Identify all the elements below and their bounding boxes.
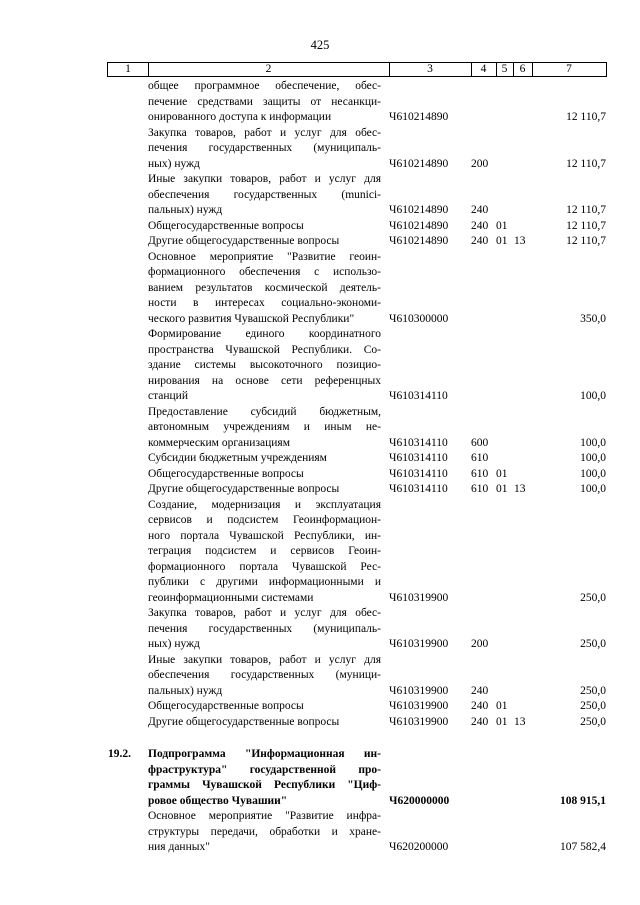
target-article-code: Ч610319900	[389, 591, 449, 604]
table-row	[0, 172, 640, 219]
row-name	[148, 79, 381, 126]
amount: 250,0	[580, 700, 606, 712]
table-row	[0, 250, 640, 328]
table-row	[0, 482, 640, 498]
expense-type-code: 610	[471, 452, 489, 464]
header-col-3: 3	[389, 63, 472, 76]
row-name	[148, 498, 381, 607]
row-name-line: Создание, модернизация и эксплуатация	[148, 498, 381, 511]
row-name-line: печения государственных (муниципаль-	[148, 142, 381, 154]
row-name-line: ческого развития Чувашской Республики"	[148, 312, 355, 325]
row-name-line: Другие общегосударственные вопросы	[148, 715, 340, 728]
header-col-7: 7	[566, 63, 572, 75]
target-article-code: Ч620000000	[389, 794, 450, 807]
row-name-line: коммерческим организациям	[148, 436, 290, 449]
amount: 100,0	[580, 452, 606, 464]
amount: 12 110,7	[566, 235, 606, 247]
row-name-line: печение средствами защиты от несанкци-	[148, 95, 381, 108]
target-article-code: Ч610314110	[389, 483, 448, 495]
target-article-code: Ч610300000	[389, 312, 449, 325]
section-code: 01	[496, 467, 508, 480]
row-name	[148, 809, 381, 856]
row-name-line: формационного обеспечения с использо-	[148, 266, 381, 278]
header-col-6: 6	[513, 63, 533, 76]
header-col-1: 1	[108, 63, 149, 76]
table-row	[0, 126, 640, 173]
row-name-line: структуры передачи, обработки и хране-	[148, 825, 381, 838]
row-name-line: Общегосударственные вопросы	[148, 700, 304, 712]
target-article-code: Ч610319900	[389, 715, 449, 728]
amount: 100,0	[580, 390, 606, 402]
table-row	[0, 747, 640, 809]
row-name-line: сервисов и подсистем Геоинформацион-	[148, 514, 381, 526]
row-name-line: Основное мероприятие "Развитие инфра-	[148, 810, 381, 822]
amount: 250,0	[580, 684, 606, 697]
amount: 250,0	[580, 638, 606, 650]
row-name-line: автономным учреждениям и иным не-	[148, 421, 381, 433]
row-name-line: Субсидии бюджетным учреждениям	[148, 452, 327, 464]
amount: 250,0	[580, 591, 606, 604]
section-code: 01	[496, 235, 508, 247]
subsection-code: 13	[514, 483, 526, 495]
row-name	[148, 234, 381, 250]
expense-type-code: 600	[471, 436, 489, 449]
target-article-code: Ч610319900	[389, 700, 449, 712]
amount: 250,0	[580, 715, 606, 728]
amount: 12 110,7	[566, 157, 606, 170]
row-name-line: обеспечения государственных (муници-	[148, 669, 381, 681]
target-article-code: Ч620200000	[389, 841, 449, 853]
amount: 100,0	[580, 483, 606, 495]
row-name-line: формационного портала Чувашской Рес-	[148, 560, 381, 573]
expense-type-code: 240	[471, 235, 489, 247]
row-name-line: станций	[148, 390, 188, 402]
row-name-line: Иные закупки товаров, работ и услуг для	[148, 653, 381, 666]
row-name-line: общее программное обеспечение, обес-	[148, 80, 381, 92]
table-row	[0, 234, 640, 250]
header-col-4: 4	[471, 63, 497, 76]
table-row	[0, 79, 640, 126]
table-header	[107, 62, 607, 77]
table-row	[0, 405, 640, 452]
table-row	[0, 653, 640, 700]
target-article-code: Ч610319900	[389, 684, 449, 697]
header-col-2: 2	[148, 63, 390, 76]
row-name-line: пальных) нужд	[148, 204, 223, 216]
row-name-line: ного портала Чувашской Республики, ин-	[148, 529, 381, 542]
row-name-line: Закупка товаров, работ и услуг для обес-	[148, 607, 381, 619]
page-number: 425	[310, 38, 330, 52]
row-number: 19.2.	[108, 748, 131, 760]
row-name-line: Другие общегосударственные вопросы	[148, 235, 340, 247]
amount: 12 110,7	[566, 219, 606, 232]
row-name-line: Другие общегосударственные вопросы	[148, 483, 340, 495]
table-row	[0, 219, 640, 235]
row-name	[148, 699, 381, 715]
row-name-line: Подпрограмма "Информационная ин-	[148, 748, 381, 760]
expense-type-code: 240	[471, 700, 489, 712]
row-name-line: геоинформационными системами	[148, 591, 314, 604]
row-name-line: Общегосударственные вопросы	[148, 219, 304, 232]
row-name	[148, 606, 381, 653]
expense-type-code: 610	[471, 467, 489, 480]
row-name	[148, 405, 381, 452]
row-name-line: пространства Чувашской Республики. Со-	[148, 343, 381, 356]
row-name-line: Основное мероприятие "Развитие геоин-	[148, 250, 381, 263]
amount: 12 110,7	[566, 204, 606, 216]
amount: 108 915,1	[560, 794, 606, 807]
target-article-code: Ч610214890	[389, 204, 449, 216]
expense-type-code: 200	[471, 157, 489, 170]
target-article-code: Ч610214890	[389, 219, 449, 232]
amount: 107 582,4	[560, 841, 606, 853]
row-name-line: Предоставление субсидий бюджетным,	[148, 405, 381, 418]
row-name	[148, 327, 381, 405]
row-name-line: ванием результатов космической деятель-	[148, 281, 381, 294]
amount: 100,0	[580, 436, 606, 449]
row-name-line: Формирование единого координатного	[148, 328, 381, 340]
target-article-code: Ч610314110	[389, 467, 448, 480]
table-row	[0, 467, 640, 483]
row-name	[148, 172, 381, 219]
row-name-line: граммы Чувашской Республики "Циф-	[148, 779, 381, 791]
row-name-line: ности в интересах социально-экономи-	[148, 297, 381, 309]
amount: 100,0	[580, 467, 606, 480]
amount: 350,0	[580, 312, 606, 325]
row-name	[148, 250, 381, 328]
amount: 12 110,7	[566, 111, 606, 123]
row-name-line: теграция подсистем и сервисов Геоин-	[148, 545, 381, 557]
target-article-code: Ч610314110	[389, 390, 448, 402]
row-name-line: ных) нужд	[148, 157, 200, 170]
table-row	[0, 327, 640, 405]
target-article-code: Ч610214890	[389, 157, 449, 170]
section-code: 01	[496, 483, 508, 495]
row-name	[148, 715, 381, 731]
target-article-code: Ч610319900	[389, 638, 449, 650]
row-name-line: пальных) нужд	[148, 684, 223, 697]
row-name	[148, 126, 381, 173]
row-name-line: ровое общество Чувашии"	[148, 794, 288, 807]
section-code: 01	[496, 219, 508, 232]
subsection-code: 13	[514, 715, 526, 728]
table-row	[0, 498, 640, 607]
target-article-code: Ч610214890	[389, 111, 449, 123]
table-row	[0, 715, 640, 731]
row-name-line: обеспечения государственных (munici-	[148, 188, 381, 201]
table-row	[0, 451, 640, 467]
row-name-line: нирования на основе сети референцных	[148, 374, 381, 387]
row-name-line: публики с другими информационными и	[148, 576, 381, 588]
row-name	[148, 653, 381, 700]
row-name	[148, 451, 381, 467]
section-code: 01	[496, 715, 508, 728]
target-article-code: Ч610314110	[389, 452, 448, 464]
row-name-line: ния данных"	[148, 841, 210, 853]
table-row	[0, 699, 640, 715]
row-name-line: фраструктура" государственной про-	[148, 763, 381, 776]
expense-type-code: 200	[471, 638, 489, 650]
expense-type-code: 610	[471, 483, 489, 495]
expense-type-code: 240	[471, 219, 489, 232]
table-row	[0, 809, 640, 856]
expense-type-code: 240	[471, 715, 489, 728]
target-article-code: Ч610314110	[389, 436, 448, 449]
row-name-line: ных) нужд	[148, 638, 200, 650]
row-name-line: Общегосударственные вопросы	[148, 467, 304, 480]
target-article-code: Ч610214890	[389, 235, 449, 247]
header-col-5: 5	[496, 63, 514, 76]
section-code: 01	[496, 700, 508, 712]
expense-type-code: 240	[471, 204, 489, 216]
row-name-line: Закупка товаров, работ и услуг для обес-	[148, 126, 381, 139]
row-name	[148, 747, 381, 809]
row-name	[148, 482, 381, 498]
table-row	[0, 606, 640, 653]
expense-type-code: 240	[471, 684, 489, 697]
row-name-line: Иные закупки товаров, работ и услуг для	[148, 173, 381, 185]
row-name-line: здание системы высокоточного позицио-	[148, 359, 381, 371]
row-name	[148, 467, 381, 483]
row-name-line: печения государственных (муниципаль-	[148, 622, 381, 635]
row-name-line: онированного доступа к информации	[148, 111, 332, 123]
row-name	[148, 219, 381, 235]
subsection-code: 13	[514, 235, 526, 247]
